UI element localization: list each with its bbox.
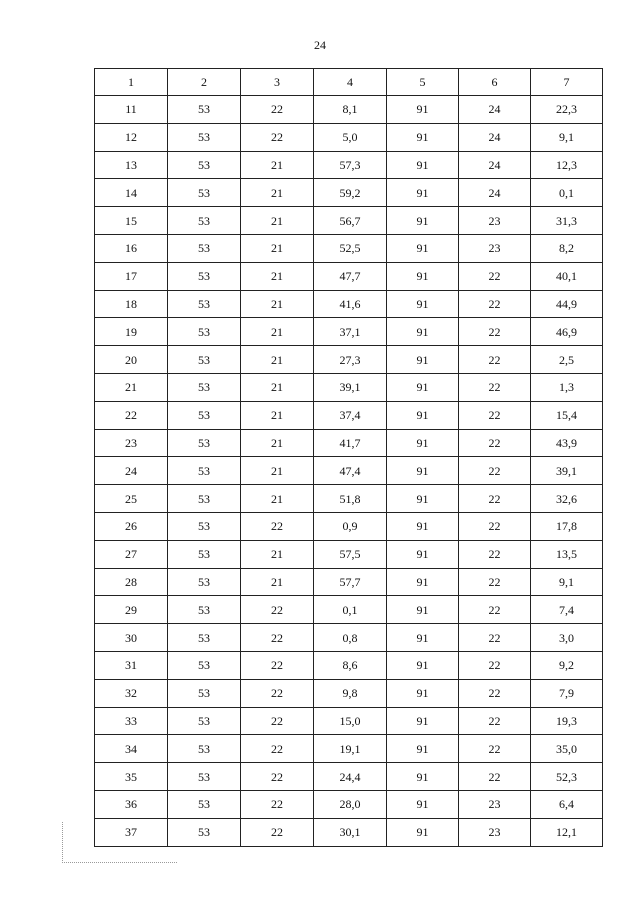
table-cell: 22	[459, 568, 531, 596]
table-cell: 53	[168, 290, 241, 318]
table-cell: 21	[241, 540, 314, 568]
table-cell: 12,1	[531, 818, 603, 846]
table-cell: 22	[241, 707, 314, 735]
table-cell: 22	[459, 596, 531, 624]
table-cell: 39,1	[314, 373, 387, 401]
table-cell: 19	[95, 318, 168, 346]
table-cell: 39,1	[531, 457, 603, 485]
table-cell: 22	[459, 679, 531, 707]
table-cell: 22	[241, 790, 314, 818]
table-cell: 14	[95, 179, 168, 207]
table-cell: 43,9	[531, 429, 603, 457]
table-cell: 91	[387, 540, 459, 568]
table-cell: 53	[168, 624, 241, 652]
table-cell: 16	[95, 234, 168, 262]
table-cell: 53	[168, 485, 241, 513]
table-cell: 53	[168, 596, 241, 624]
table-cell: 22	[459, 624, 531, 652]
table-cell: 22	[459, 457, 531, 485]
table-cell: 24	[459, 179, 531, 207]
table-cell: 32,6	[531, 485, 603, 513]
table-cell: 22	[459, 262, 531, 290]
table-cell: 26	[95, 512, 168, 540]
table-cell: 53	[168, 512, 241, 540]
table-row	[95, 707, 603, 735]
table-cell: 22	[241, 596, 314, 624]
table-cell: 91	[387, 735, 459, 763]
table-cell: 0,8	[314, 624, 387, 652]
table-cell: 22	[459, 290, 531, 318]
table-body	[95, 69, 603, 847]
table-cell: 34	[95, 735, 168, 763]
column-header: 7	[531, 69, 603, 96]
table-row	[95, 735, 603, 763]
table-cell: 53	[168, 818, 241, 846]
table-row	[95, 457, 603, 485]
table-cell: 53	[168, 735, 241, 763]
table-cell: 32	[95, 679, 168, 707]
table-cell: 40,1	[531, 262, 603, 290]
table-cell: 24	[459, 123, 531, 151]
table-cell: 22	[459, 373, 531, 401]
table-cell: 7,4	[531, 596, 603, 624]
table-cell: 22	[241, 763, 314, 791]
table-cell: 53	[168, 679, 241, 707]
table-cell: 53	[168, 429, 241, 457]
table-cell: 53	[168, 401, 241, 429]
table-cell: 27,3	[314, 346, 387, 374]
page-number: 24	[314, 38, 326, 52]
table-cell: 21	[241, 346, 314, 374]
table-cell: 33	[95, 707, 168, 735]
table-cell: 23	[459, 207, 531, 235]
table-cell: 91	[387, 624, 459, 652]
table-cell: 35	[95, 763, 168, 791]
table-cell: 31	[95, 651, 168, 679]
table-cell: 41,7	[314, 429, 387, 457]
table-cell: 22	[459, 763, 531, 791]
table-cell: 53	[168, 707, 241, 735]
table-cell: 3,0	[531, 624, 603, 652]
table-cell: 21	[241, 429, 314, 457]
table-cell: 91	[387, 373, 459, 401]
table-cell: 1,3	[531, 373, 603, 401]
table-cell: 25	[95, 485, 168, 513]
table-cell: 19,3	[531, 707, 603, 735]
table-cell: 53	[168, 151, 241, 179]
table-row	[95, 96, 603, 124]
table-cell: 9,2	[531, 651, 603, 679]
table-cell: 24	[95, 457, 168, 485]
table-cell: 37,1	[314, 318, 387, 346]
table-cell: 21	[241, 290, 314, 318]
table-cell: 91	[387, 346, 459, 374]
table-cell: 21	[241, 318, 314, 346]
table-header-row	[95, 69, 603, 96]
table-cell: 22	[241, 818, 314, 846]
table-cell: 21	[95, 373, 168, 401]
table-cell: 19,1	[314, 735, 387, 763]
table-row	[95, 568, 603, 596]
table-cell: 57,5	[314, 540, 387, 568]
table-row	[95, 290, 603, 318]
scan-artifact	[62, 822, 177, 863]
table-cell: 23	[459, 818, 531, 846]
table-cell: 5,0	[314, 123, 387, 151]
table-cell: 23	[95, 429, 168, 457]
table-cell: 30	[95, 624, 168, 652]
column-header: 3	[241, 69, 314, 96]
table-cell: 35,0	[531, 735, 603, 763]
table-cell: 22,3	[531, 96, 603, 124]
table-cell: 51,8	[314, 485, 387, 513]
table-row	[95, 318, 603, 346]
table-cell: 23	[459, 790, 531, 818]
table-cell: 15,4	[531, 401, 603, 429]
table-cell: 0,1	[314, 596, 387, 624]
table-cell: 36	[95, 790, 168, 818]
table-cell: 22	[459, 429, 531, 457]
column-header: 2	[168, 69, 241, 96]
table-cell: 17	[95, 262, 168, 290]
table-cell: 56,7	[314, 207, 387, 235]
table-row	[95, 151, 603, 179]
table-cell: 91	[387, 262, 459, 290]
table-cell: 46,9	[531, 318, 603, 346]
table-cell: 22	[241, 123, 314, 151]
table-cell: 91	[387, 234, 459, 262]
table-cell: 21	[241, 207, 314, 235]
table-cell: 91	[387, 179, 459, 207]
table-cell: 15,0	[314, 707, 387, 735]
table-cell: 91	[387, 568, 459, 596]
table-cell: 57,7	[314, 568, 387, 596]
table-cell: 21	[241, 234, 314, 262]
table-row	[95, 373, 603, 401]
table-cell: 22	[459, 540, 531, 568]
table-cell: 91	[387, 123, 459, 151]
table-row	[95, 540, 603, 568]
table-cell: 53	[168, 790, 241, 818]
table-cell: 91	[387, 818, 459, 846]
table-cell: 0,9	[314, 512, 387, 540]
table-row	[95, 624, 603, 652]
table-cell: 22	[459, 401, 531, 429]
table-cell: 91	[387, 512, 459, 540]
table-cell: 27	[95, 540, 168, 568]
table-row	[95, 429, 603, 457]
table-cell: 22	[459, 707, 531, 735]
table-cell: 53	[168, 262, 241, 290]
table-cell: 0,1	[531, 179, 603, 207]
table-cell: 11	[95, 96, 168, 124]
table-cell: 52,3	[531, 763, 603, 791]
table-cell: 24,4	[314, 763, 387, 791]
table-cell: 22	[459, 651, 531, 679]
table-cell: 91	[387, 707, 459, 735]
table-cell: 21	[241, 373, 314, 401]
table-row	[95, 207, 603, 235]
table-cell: 2,5	[531, 346, 603, 374]
table-cell: 53	[168, 568, 241, 596]
table-cell: 9,1	[531, 123, 603, 151]
table-cell: 21	[241, 151, 314, 179]
column-header: 4	[314, 69, 387, 96]
table-row	[95, 262, 603, 290]
table-cell: 53	[168, 207, 241, 235]
table-cell: 57,3	[314, 151, 387, 179]
table-row	[95, 790, 603, 818]
data-table	[94, 68, 603, 847]
table-cell: 37	[95, 818, 168, 846]
table-cell: 91	[387, 207, 459, 235]
table-row	[95, 679, 603, 707]
column-header: 1	[95, 69, 168, 96]
table-cell: 22	[459, 512, 531, 540]
table-cell: 21	[241, 179, 314, 207]
table-cell: 41,6	[314, 290, 387, 318]
table-cell: 20	[95, 346, 168, 374]
table-cell: 9,1	[531, 568, 603, 596]
table-cell: 47,4	[314, 457, 387, 485]
table-cell: 53	[168, 763, 241, 791]
table-cell: 91	[387, 96, 459, 124]
table-cell: 53	[168, 457, 241, 485]
table-cell: 52,5	[314, 234, 387, 262]
table-cell: 24	[459, 151, 531, 179]
table-cell: 53	[168, 96, 241, 124]
table-cell: 21	[241, 457, 314, 485]
table-cell: 91	[387, 401, 459, 429]
table-cell: 91	[387, 790, 459, 818]
table-row	[95, 123, 603, 151]
table-row	[95, 234, 603, 262]
table-row	[95, 346, 603, 374]
table-cell: 22	[241, 679, 314, 707]
table-cell: 21	[241, 568, 314, 596]
table-cell: 15	[95, 207, 168, 235]
table-cell: 91	[387, 679, 459, 707]
table-cell: 44,9	[531, 290, 603, 318]
table-cell: 7,9	[531, 679, 603, 707]
table-cell: 31,3	[531, 207, 603, 235]
table-cell: 22	[241, 651, 314, 679]
table-cell: 9,8	[314, 679, 387, 707]
table-cell: 53	[168, 373, 241, 401]
table-cell: 22	[95, 401, 168, 429]
column-header: 6	[459, 69, 531, 96]
table-cell: 53	[168, 540, 241, 568]
table-cell: 28	[95, 568, 168, 596]
table-cell: 12,3	[531, 151, 603, 179]
table-cell: 53	[168, 651, 241, 679]
table-cell: 91	[387, 485, 459, 513]
table-cell: 22	[459, 318, 531, 346]
table-cell: 21	[241, 262, 314, 290]
table-row	[95, 596, 603, 624]
table-row	[95, 485, 603, 513]
table-cell: 91	[387, 651, 459, 679]
column-header: 5	[387, 69, 459, 96]
table-cell: 13,5	[531, 540, 603, 568]
table-cell: 6,4	[531, 790, 603, 818]
table-cell: 53	[168, 346, 241, 374]
table-cell: 21	[241, 401, 314, 429]
table-cell: 91	[387, 290, 459, 318]
table-cell: 91	[387, 596, 459, 624]
table-row	[95, 401, 603, 429]
table-cell: 59,2	[314, 179, 387, 207]
table-cell: 22	[241, 624, 314, 652]
table-cell: 22	[459, 485, 531, 513]
table-cell: 21	[241, 485, 314, 513]
table-cell: 12	[95, 123, 168, 151]
table-cell: 13	[95, 151, 168, 179]
table-cell: 17,8	[531, 512, 603, 540]
table-row	[95, 512, 603, 540]
table-cell: 28,0	[314, 790, 387, 818]
table-cell: 91	[387, 429, 459, 457]
table-cell: 91	[387, 457, 459, 485]
table-cell: 47,7	[314, 262, 387, 290]
table-cell: 53	[168, 123, 241, 151]
table-cell: 22	[241, 735, 314, 763]
table-cell: 8,6	[314, 651, 387, 679]
table-cell: 24	[459, 96, 531, 124]
table-cell: 22	[459, 346, 531, 374]
table-cell: 91	[387, 318, 459, 346]
table-cell: 8,1	[314, 96, 387, 124]
table-cell: 22	[241, 96, 314, 124]
table-cell: 53	[168, 179, 241, 207]
table-row	[95, 179, 603, 207]
table-cell: 53	[168, 318, 241, 346]
table-cell: 91	[387, 763, 459, 791]
table-cell: 29	[95, 596, 168, 624]
table-cell: 22	[241, 512, 314, 540]
table-cell: 30,1	[314, 818, 387, 846]
table-cell: 23	[459, 234, 531, 262]
table-row	[95, 763, 603, 791]
table-cell: 53	[168, 234, 241, 262]
table-cell: 37,4	[314, 401, 387, 429]
table-cell: 91	[387, 151, 459, 179]
table-cell: 8,2	[531, 234, 603, 262]
table-cell: 18	[95, 290, 168, 318]
table-row	[95, 651, 603, 679]
table-cell: 22	[459, 735, 531, 763]
